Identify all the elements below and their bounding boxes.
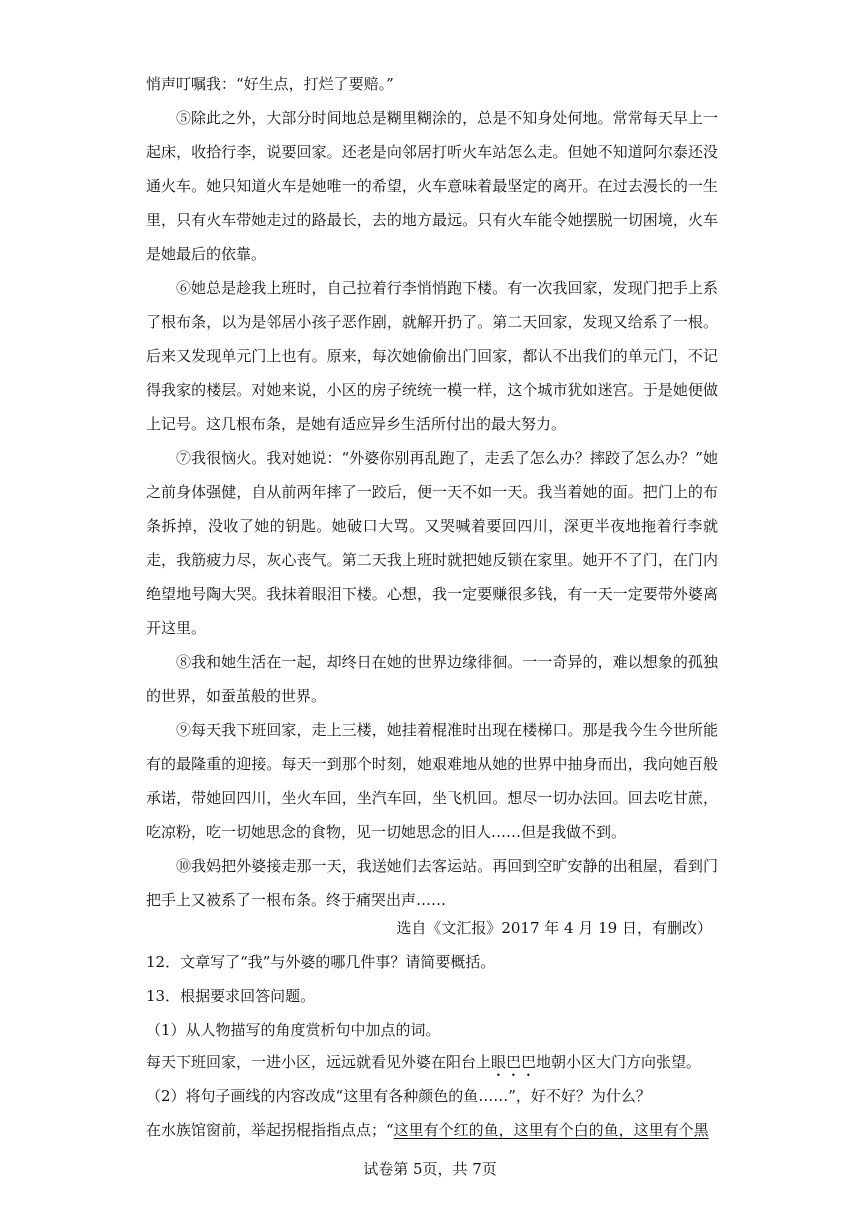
- underlined-text: 这里有个红的鱼，这里有个白的鱼，这里有个黑: [393, 1121, 709, 1139]
- question-13-2: （2）将句子画线的内容改成“这里有各种颜色的鱼……”，好不好？为什么？: [146, 1087, 651, 1105]
- paragraph-9: ⑨每天我下班回家，走上三楼，她挂着棍准时出现在楼梯口。那是我今生今世所能有的最隆重的迎接。每天一到那个时刻，她艰难地从她的世界中抽身而出，我向她百般承诺，带她回四川，坐火车回，坐汽车回，坐飞机回。想尽一切办法回。回去吃甘蔗，吃凉粉，吃一切她思念的食物，见一切她思念的旧人……但是我做不到。: [146, 721, 718, 841]
- paragraph-8: ⑧我和她生活在一起，却终日在她的世界边缘徘徊。一一奇异的，难以想象的孤独的世界，如蚕茧般的世界。: [146, 653, 718, 705]
- sentence-text-end: 地朝小区大门方向张望。: [536, 1053, 702, 1071]
- dotted-words: 眼巴巴: [491, 1053, 537, 1071]
- page-footer: 试卷第 5页，共 7页: [363, 1160, 497, 1178]
- sentence-text: 每天下班回家，一进小区，远远就看见外婆在阳台上: [146, 1053, 492, 1071]
- question-13: 13．根据要求回答问题。: [146, 987, 316, 1005]
- question-13-1: （1）从人物描写的角度赏析句中加点的词。: [146, 1021, 441, 1039]
- question-12: 12．文章写了“我”与外婆的哪几件事？请简要概括。: [146, 953, 496, 971]
- paragraph-10: ⑩我妈把外婆接走那一天，我送她们去客运站。再回到空旷安静的出租屋，看到门把手上又被系了一根布条。终于痛哭出声……: [146, 857, 718, 909]
- sentence-text: 在水族馆窗前，举起拐棍指指点点；“: [146, 1121, 394, 1139]
- question-13-2-sentence: [146, 1113, 726, 1147]
- paragraph-7: ⑦我很恼火。我对她说：“外婆你别再乱跑了，走丢了怎么办？摔跤了怎么办？”她之前身体强健，自从前两年摔了一跤后，便一天不如一天。我当着她的面。把门上的布条拆掉，没收了她的钥匙。她破口大骂。又哭喊着要回四川，深更半夜地拖着行李就走，我筋疲力尽，灰心丧气。第二天我上班时就把她反锁在家里。她开不了门，在门内绝望地号陶大哭。我抹着眼泪下楼。心想，我一定要赚很多钱，有一天一定要带外婆离开这里。: [146, 449, 718, 637]
- source-citation: 选自《文汇报》2017 年 4 月 19 日，有删改）: [396, 919, 712, 937]
- question-13-1-sentence: [146, 1045, 726, 1080]
- paragraph-4-end: 悄声叮嘱我：“好生点，打烂了要赔。”: [146, 75, 394, 93]
- paragraph-5: ⑤除此之外，大部分时间地总是糊里糊涂的，总是不知身处何地。常常每天早上一起床，收拾行李，说要回家。还老是向邻居打听火车站怎么走。但她不知道阿尔泰还没通火车。她只知道火车是她唯一的希望，火车意味着最坚定的离开。在过去漫长的一生里，只有火车带她走过的路最长，去的地方最远。只有火车能令她摆脱一切困境，火车是她最后的依靠。: [146, 109, 718, 263]
- paragraph-6: ⑥她总是趁我上班时，自己拉着行李悄悄跑下楼。有一次我回家，发现门把手上系了根布条，以为是邻居小孩子恶作剧，就解开扔了。第二天回家，发现又给系了一根。后来又发现单元门上也有。原来，每次她偷偷出门回家，都认不出我们的单元门，不记得我家的楼层。对她来说，小区的房子统统一模一样，这个城市犹如迷宫。于是她便做上记号。这几根布条，是她有适应异乡生活所付出的最大努力。: [146, 279, 718, 433]
